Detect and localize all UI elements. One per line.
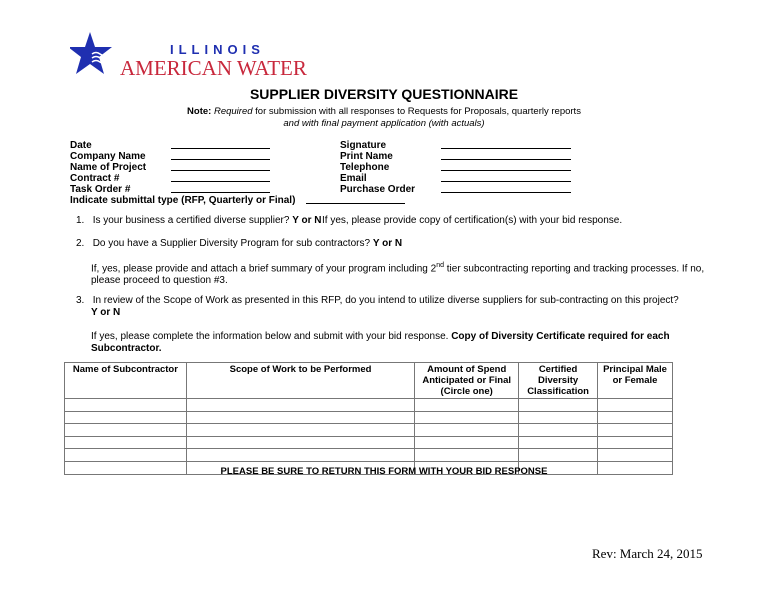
table-cell[interactable] [186,399,414,412]
question-1 [76,215,322,226]
header-scope: Scope of Work to be Performed [186,363,414,399]
revision-date: Rev: March 24, 2015 [592,546,703,561]
table-header-row [65,363,673,399]
question-2 [76,238,402,249]
table-row [65,436,673,449]
table-cell[interactable] [519,436,598,449]
contract-input[interactable] [171,181,270,182]
field-company-label: Company Name [70,151,146,162]
table-cell[interactable] [519,449,598,462]
q2-text: Do you have a Supplier Diversity Program for sub contractors? [92,238,371,249]
company-input[interactable] [171,159,270,160]
note-label: Note: [187,106,212,117]
q2-sup: nd [436,262,444,269]
table-cell[interactable] [65,411,187,424]
logo [70,32,310,82]
q2-followup-a: If, yes, please provide and attach a brief summary of your program including 2 [91,263,437,275]
table-cell[interactable] [186,411,414,424]
footer-note: PLEASE BE SURE TO RETURN THIS FORM WITH YOUR BID RESPONSE [220,466,548,477]
q1-text: Is your business a certified diverse supplier? [92,215,290,226]
table-cell[interactable] [519,411,598,424]
q3-followup-bold-b: Subcontractor. [91,343,162,354]
q3-followup [91,331,670,355]
table-cell[interactable] [598,436,673,449]
table-cell[interactable] [415,411,519,424]
table-cell[interactable] [415,424,519,437]
email-input[interactable] [441,181,571,182]
q1-yn: Y or N [292,215,322,226]
q3-yn: Y or N [91,307,121,318]
left-fields [70,140,295,206]
header-name: Name of Subcontractor [65,363,187,399]
field-project-label: Name of Project [70,162,147,173]
q2-followup [91,260,704,287]
table-cell[interactable] [598,411,673,424]
page-title: SUPPLIER DIVERSITY QUESTIONNAIRE [249,86,519,102]
field-po-label: Purchase Order [340,184,416,195]
table-cell[interactable] [415,436,519,449]
table-cell[interactable] [598,399,673,412]
note-line2: and with final payment application (with actuals) [283,118,485,129]
table-cell[interactable] [186,424,414,437]
table-cell[interactable] [65,449,187,462]
table-cell[interactable] [415,399,519,412]
subcontractor-table [64,362,673,475]
print-name-input[interactable] [441,159,571,160]
star-wave-icon [70,32,118,76]
q2-number: 2. [76,238,85,249]
q3-followup-text: If yes, please complete the information below and submit with your bid response. [91,331,449,342]
table-cell[interactable] [65,436,187,449]
q3-text: In review of the Scope of Work as presented in this RFP, do you intend to utilize diverse suppliers for sub-contracting on this project? [92,295,679,306]
date-input[interactable] [171,148,270,149]
right-fields [340,140,415,195]
header-amount: Amount of Spend Anticipated or Final (Circle one) [415,363,519,399]
table-cell[interactable] [598,449,673,462]
field-task-order-label: Task Order # [70,184,131,195]
field-email-label: Email [340,173,367,184]
table-cell[interactable] [186,449,414,462]
q2-followup-b: tier subcontracting reporting and tracking processes. If no, [443,263,705,275]
table-cell[interactable] [186,436,414,449]
table-row [65,424,673,437]
q3-number: 3. [76,295,85,306]
q1-followup: If yes, please provide copy of certification(s) with your bid response. [322,215,623,226]
submittal-input[interactable] [306,203,405,204]
question-3 [76,295,679,319]
table-cell[interactable] [415,449,519,462]
q3-followup-bold-a: Copy of Diversity Certificate required for each [451,331,670,342]
field-submittal-label: Indicate submittal type (RFP, Quarterly or Final) [70,195,296,206]
note-required: Required [213,106,253,117]
table-cell[interactable] [598,424,673,437]
table-cell[interactable] [519,399,598,412]
table-cell[interactable] [65,399,187,412]
note [0,106,768,117]
q1-number: 1. [76,215,85,226]
q2-followup-c: please proceed to question #3. [91,275,228,287]
task-order-input[interactable] [171,192,270,193]
po-input[interactable] [441,192,571,193]
field-telephone-label: Telephone [340,162,390,173]
note-line1: for submission with all responses to Requests for Proposals, quarterly reports [252,106,581,117]
header-certified: Certified Diversity Classification [519,363,598,399]
signature-input[interactable] [441,148,571,149]
logo-american-water: AMERICAN WATER [120,56,307,80]
table-row [65,449,673,462]
header-principal: Principal Male or Female [598,363,673,399]
table-row [65,399,673,412]
project-input[interactable] [171,170,270,171]
field-print-name-label: Print Name [340,151,393,162]
table-cell[interactable] [519,424,598,437]
table-cell[interactable] [65,424,187,437]
field-signature-label: Signature [340,140,387,151]
logo-illinois: ILLINOIS [170,42,265,57]
q2-yn: Y or N [372,238,403,249]
field-date-label: Date [70,140,92,151]
table-row [65,411,673,424]
telephone-input[interactable] [441,170,571,171]
field-contract-label: Contract # [70,173,120,184]
